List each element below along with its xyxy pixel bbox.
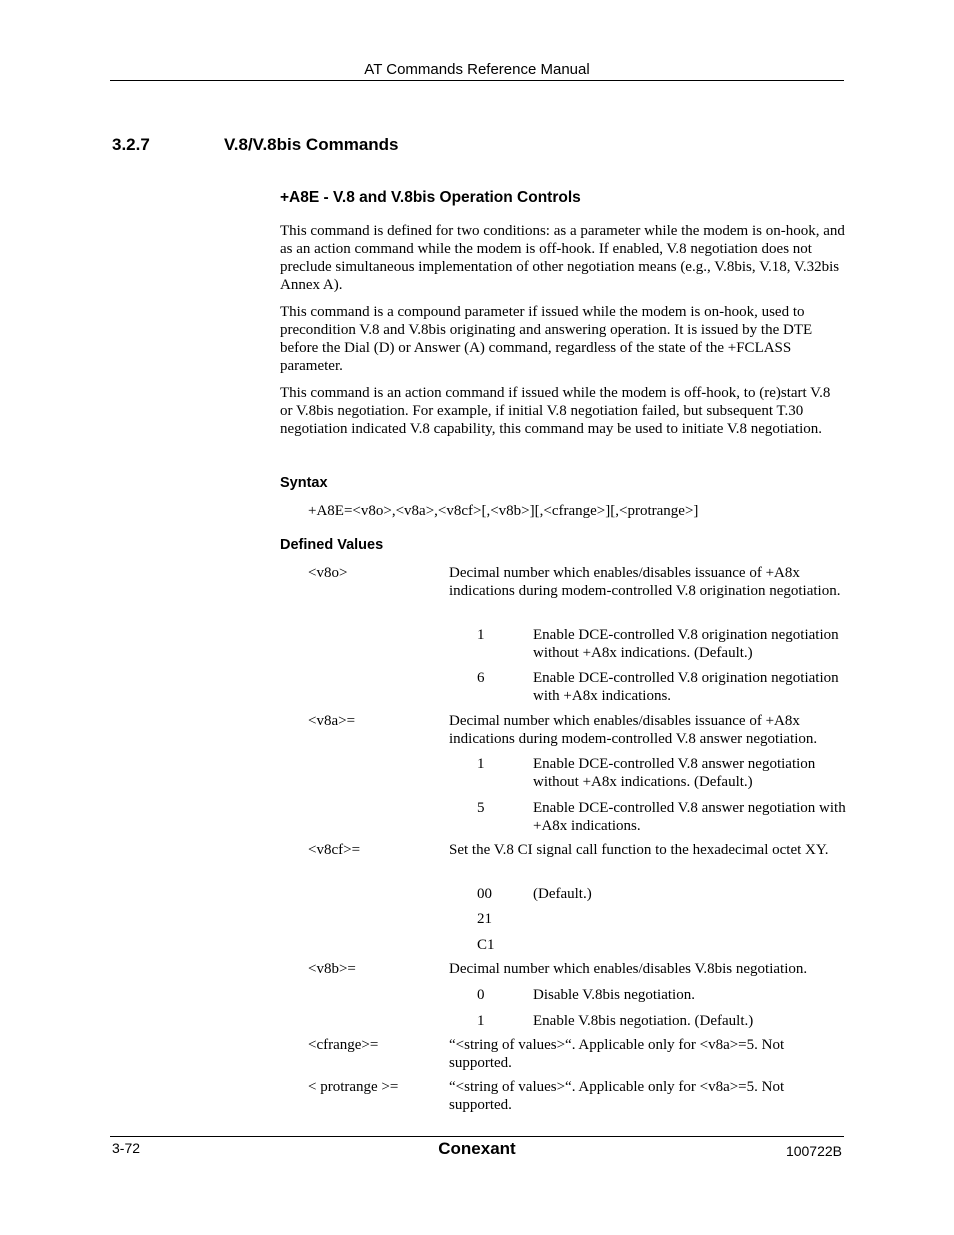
syntax-line: +A8E=<v8o>,<v8a>,<v8cf>[,<v8b>][,<cfrange>][,<protrange>] <box>308 503 699 519</box>
option-value: 00 <box>477 886 492 902</box>
document-number: 100722B <box>785 1143 842 1159</box>
option-description: Enable DCE-controlled V.8 answer negotiation without +A8x indications. (Default.) <box>533 756 816 790</box>
syntax-heading: Syntax <box>280 475 328 491</box>
param-name: <v8b>= <box>308 961 356 977</box>
option-value: 1 <box>477 756 485 772</box>
section-title: V.8/V.8bis Commands <box>224 135 399 154</box>
option-value: C1 <box>477 937 495 953</box>
option-description: Enable V.8bis negotiation. (Default.) <box>533 1013 754 1029</box>
option-value: 0 <box>477 987 485 1003</box>
option-value: 1 <box>477 627 485 643</box>
option-value: 5 <box>477 800 485 816</box>
header-divider <box>110 80 844 81</box>
param-description: Set the V.8 CI signal call function to the hexadecimal octet XY. <box>449 842 829 858</box>
param-name: <cfrange>= <box>308 1037 379 1053</box>
paragraph: This command is an action command if issued while the modem is off-hook, to (re)start V.8 or V.8bis negotiation. For example, if initial V.8 negotiation failed, but subsequent T.30 negotiation indicated V.8 capability, this command may be used to initiate V.8 negotiation. <box>280 385 831 437</box>
param-name: <v8cf>= <box>308 842 361 858</box>
param-name: < protrange >= <box>308 1079 399 1095</box>
param-name: <v8o> <box>308 565 348 581</box>
param-description: “<string of values>“. Applicable only for <v8a>=5. Not supported. <box>449 1079 785 1113</box>
command-title: +A8E - V.8 and V.8bis Operation Controls <box>280 189 581 206</box>
footer-divider <box>110 1136 844 1137</box>
option-value: 6 <box>477 670 485 686</box>
option-value: 21 <box>477 911 492 927</box>
param-description: “<string of values>“. Applicable only for <v8a>=5. Not supported. <box>449 1037 785 1071</box>
defined-values-heading: Defined Values <box>280 537 384 553</box>
page-number: 3-72 <box>112 1140 141 1156</box>
option-description: Enable DCE-controlled V.8 origination negotiation without +A8x indications. (Default.) <box>533 627 839 661</box>
option-description: Enable DCE-controlled V.8 answer negotiation with +A8x indications. <box>533 800 846 834</box>
option-description: Enable DCE-controlled V.8 origination negotiation with +A8x indications. <box>533 670 839 704</box>
param-description: Decimal number which enables/disables issuance of +A8x indications during modem-controlled V.8 answer negotiation. <box>449 713 818 747</box>
param-name: <v8a>= <box>308 713 356 729</box>
company-name: Conexant <box>438 1139 516 1158</box>
param-description: Decimal number which enables/disables V.8bis negotiation. <box>449 961 808 977</box>
running-header-title: AT Commands Reference Manual <box>364 61 590 78</box>
option-value: 1 <box>477 1013 485 1029</box>
option-description: (Default.) <box>533 886 592 902</box>
paragraph: This command is a compound parameter if issued while the modem is on-hook, used to precondition V.8 and V.8bis originating and answering operation. It is issued by the DTE before the Dial (D) or Answer (A) command, regardless of the state of the +FCLASS parameter. <box>280 304 813 374</box>
param-description: Decimal number which enables/disables issuance of +A8x indications during modem-controlled V.8 origination negotiation. <box>449 565 841 599</box>
option-description: Disable V.8bis negotiation. <box>533 987 695 1003</box>
section-number: 3.2.7 <box>112 135 150 154</box>
paragraph: This command is defined for two conditions: as a parameter while the modem is on-hook, and as an action command while the modem is off-hook. If enabled, V.8 negotiation does not preclude simultaneous implementation of other negotiation means (e.g., V.8bis, V.18, V.32bis Annex A). <box>280 223 845 293</box>
